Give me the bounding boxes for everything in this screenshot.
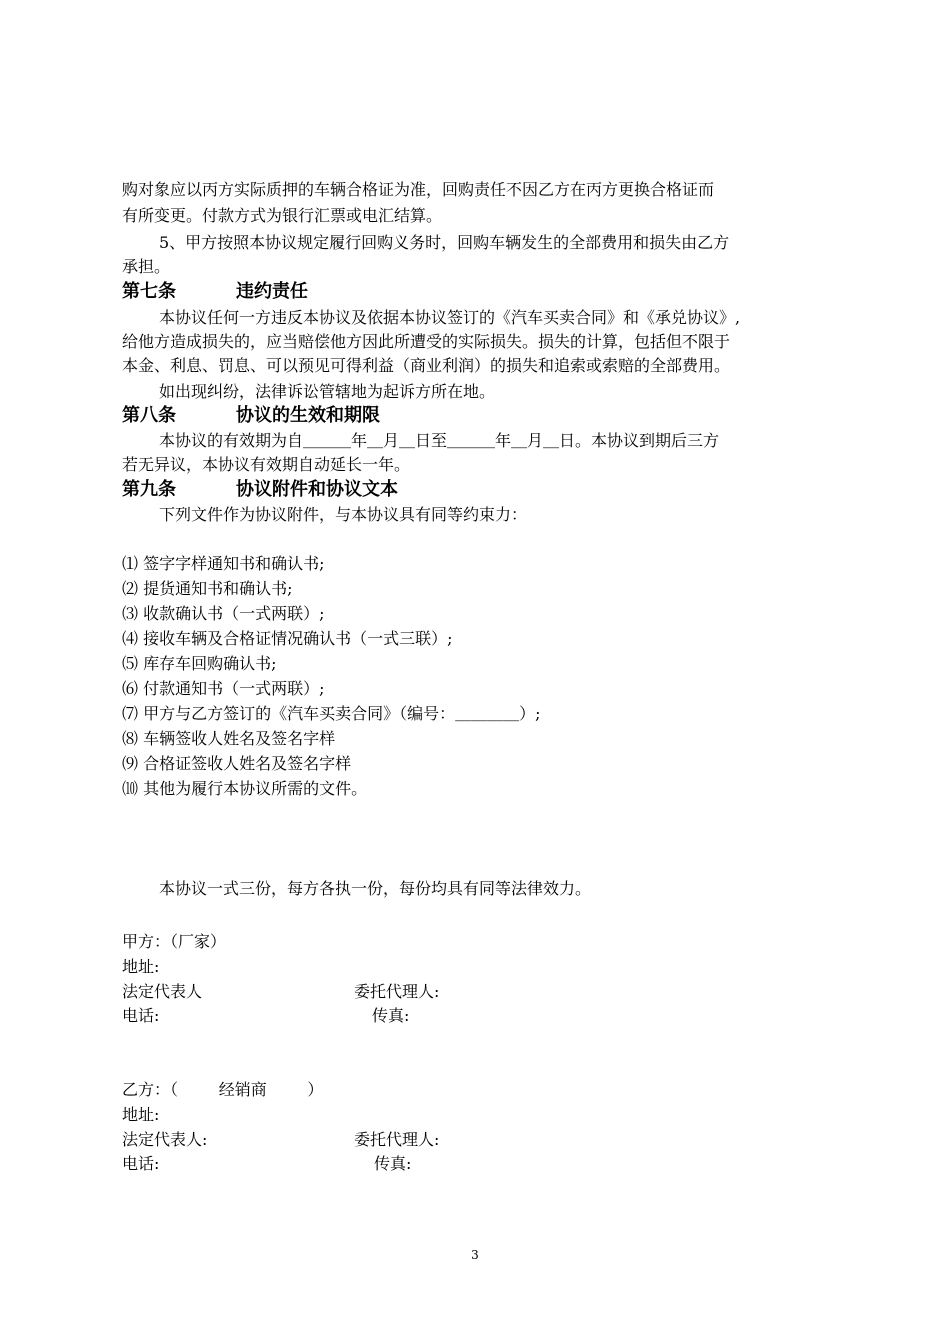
list-item: ⑴ 签字字样通知书和确认书; <box>122 554 325 573</box>
party-b-legal-rep: 法定代表人: <box>122 1130 208 1149</box>
list-item: ⑹ 付款通知书（一式两联）; <box>122 679 325 698</box>
article-title: 违约责任 <box>236 281 308 302</box>
party-b-fax: 传真: <box>374 1154 412 1173</box>
article-number: 第七条 <box>122 281 176 302</box>
article-8-heading <box>122 404 828 428</box>
paragraph-line: 有所变更。付款方式为银行汇票或电汇结算。 <box>122 206 443 225</box>
paragraph-line: 本金、利息、罚息、可以预见可得利益（商业利润）的损失和追索或索赔的全部费用。 <box>122 356 731 375</box>
article-9-heading <box>122 478 828 502</box>
page-number: 3 <box>471 1248 479 1262</box>
party-a-address: 地址: <box>122 957 160 976</box>
list-item: ⑷ 接收车辆及合格证情况确认书（一式三联）; <box>122 629 453 648</box>
paragraph-line: 若无异议，本协议有效期自动延长一年。 <box>122 455 411 474</box>
article-title: 协议的生效和期限 <box>236 405 380 426</box>
paragraph-line: 本协议的有效期为自＿＿＿年＿月＿日至＿＿＿年＿月＿日。本协议到期后三方 <box>159 431 720 450</box>
list-item: ⑵ 提货通知书和确认书; <box>122 579 293 598</box>
list-item: ⑻ 车辆签收人姓名及签名字样 <box>122 729 336 748</box>
party-b-address: 地址: <box>122 1105 160 1124</box>
party-a-fax: 传真: <box>372 1006 410 1025</box>
party-b-title: 乙方：（ 经销商 ） <box>122 1080 324 1099</box>
paragraph-line: 承担。 <box>122 257 171 276</box>
party-a-phone: 电话: <box>122 1006 160 1025</box>
paragraph-line: 下列文件作为协议附件，与本协议具有同等约束力： <box>159 505 528 524</box>
party-a-title: 甲方：（厂家） <box>122 932 227 951</box>
paragraph-line: 本协议任何一方违反本协议及依据本协议签订的《汽车买卖合同》和《承兑协议》, <box>159 308 741 327</box>
paragraph-line: 购对象应以丙方实际质押的车辆合格证为准，回购责任不因乙方在丙方更换合格证而 <box>122 180 715 199</box>
party-a-legal-rep: 法定代表人 <box>122 982 203 1001</box>
paragraph-line: 5、甲方按照本协议规定履行回购义务时，回购车辆发生的全部费用和损失由乙方 <box>159 233 730 252</box>
list-item: ⑺ 甲方与乙方签订的《汽车买卖合同》（编号：＿＿＿＿）; <box>122 704 541 723</box>
party-b-phone: 电话: <box>122 1154 160 1173</box>
copies-statement: 本协议一式三份，每方各执一份，每份均具有同等法律效力。 <box>159 879 592 898</box>
article-number: 第九条 <box>122 479 176 500</box>
article-title: 协议附件和协议文本 <box>236 479 398 500</box>
list-item: ⑽ 其他为履行本协议所需的文件。 <box>122 779 368 798</box>
list-item: ⑸ 库存车回购确认书; <box>122 654 277 673</box>
party-b-agent: 委托代理人: <box>354 1130 440 1149</box>
list-item: ⑼ 合格证签收人姓名及签名字样 <box>122 754 352 773</box>
paragraph-line: 给他方造成损失的，应当赔偿他方因此所遭受的实际损失。损失的计算，包括但不限于 <box>122 332 731 351</box>
list-item: ⑶ 收款确认书（一式两联）; <box>122 604 325 623</box>
party-a-agent: 委托代理人: <box>354 982 440 1001</box>
article-7-heading <box>122 280 828 304</box>
article-number: 第八条 <box>122 405 176 426</box>
paragraph-line: 如出现纠纷，法律诉讼管辖地为起诉方所在地。 <box>159 382 496 401</box>
